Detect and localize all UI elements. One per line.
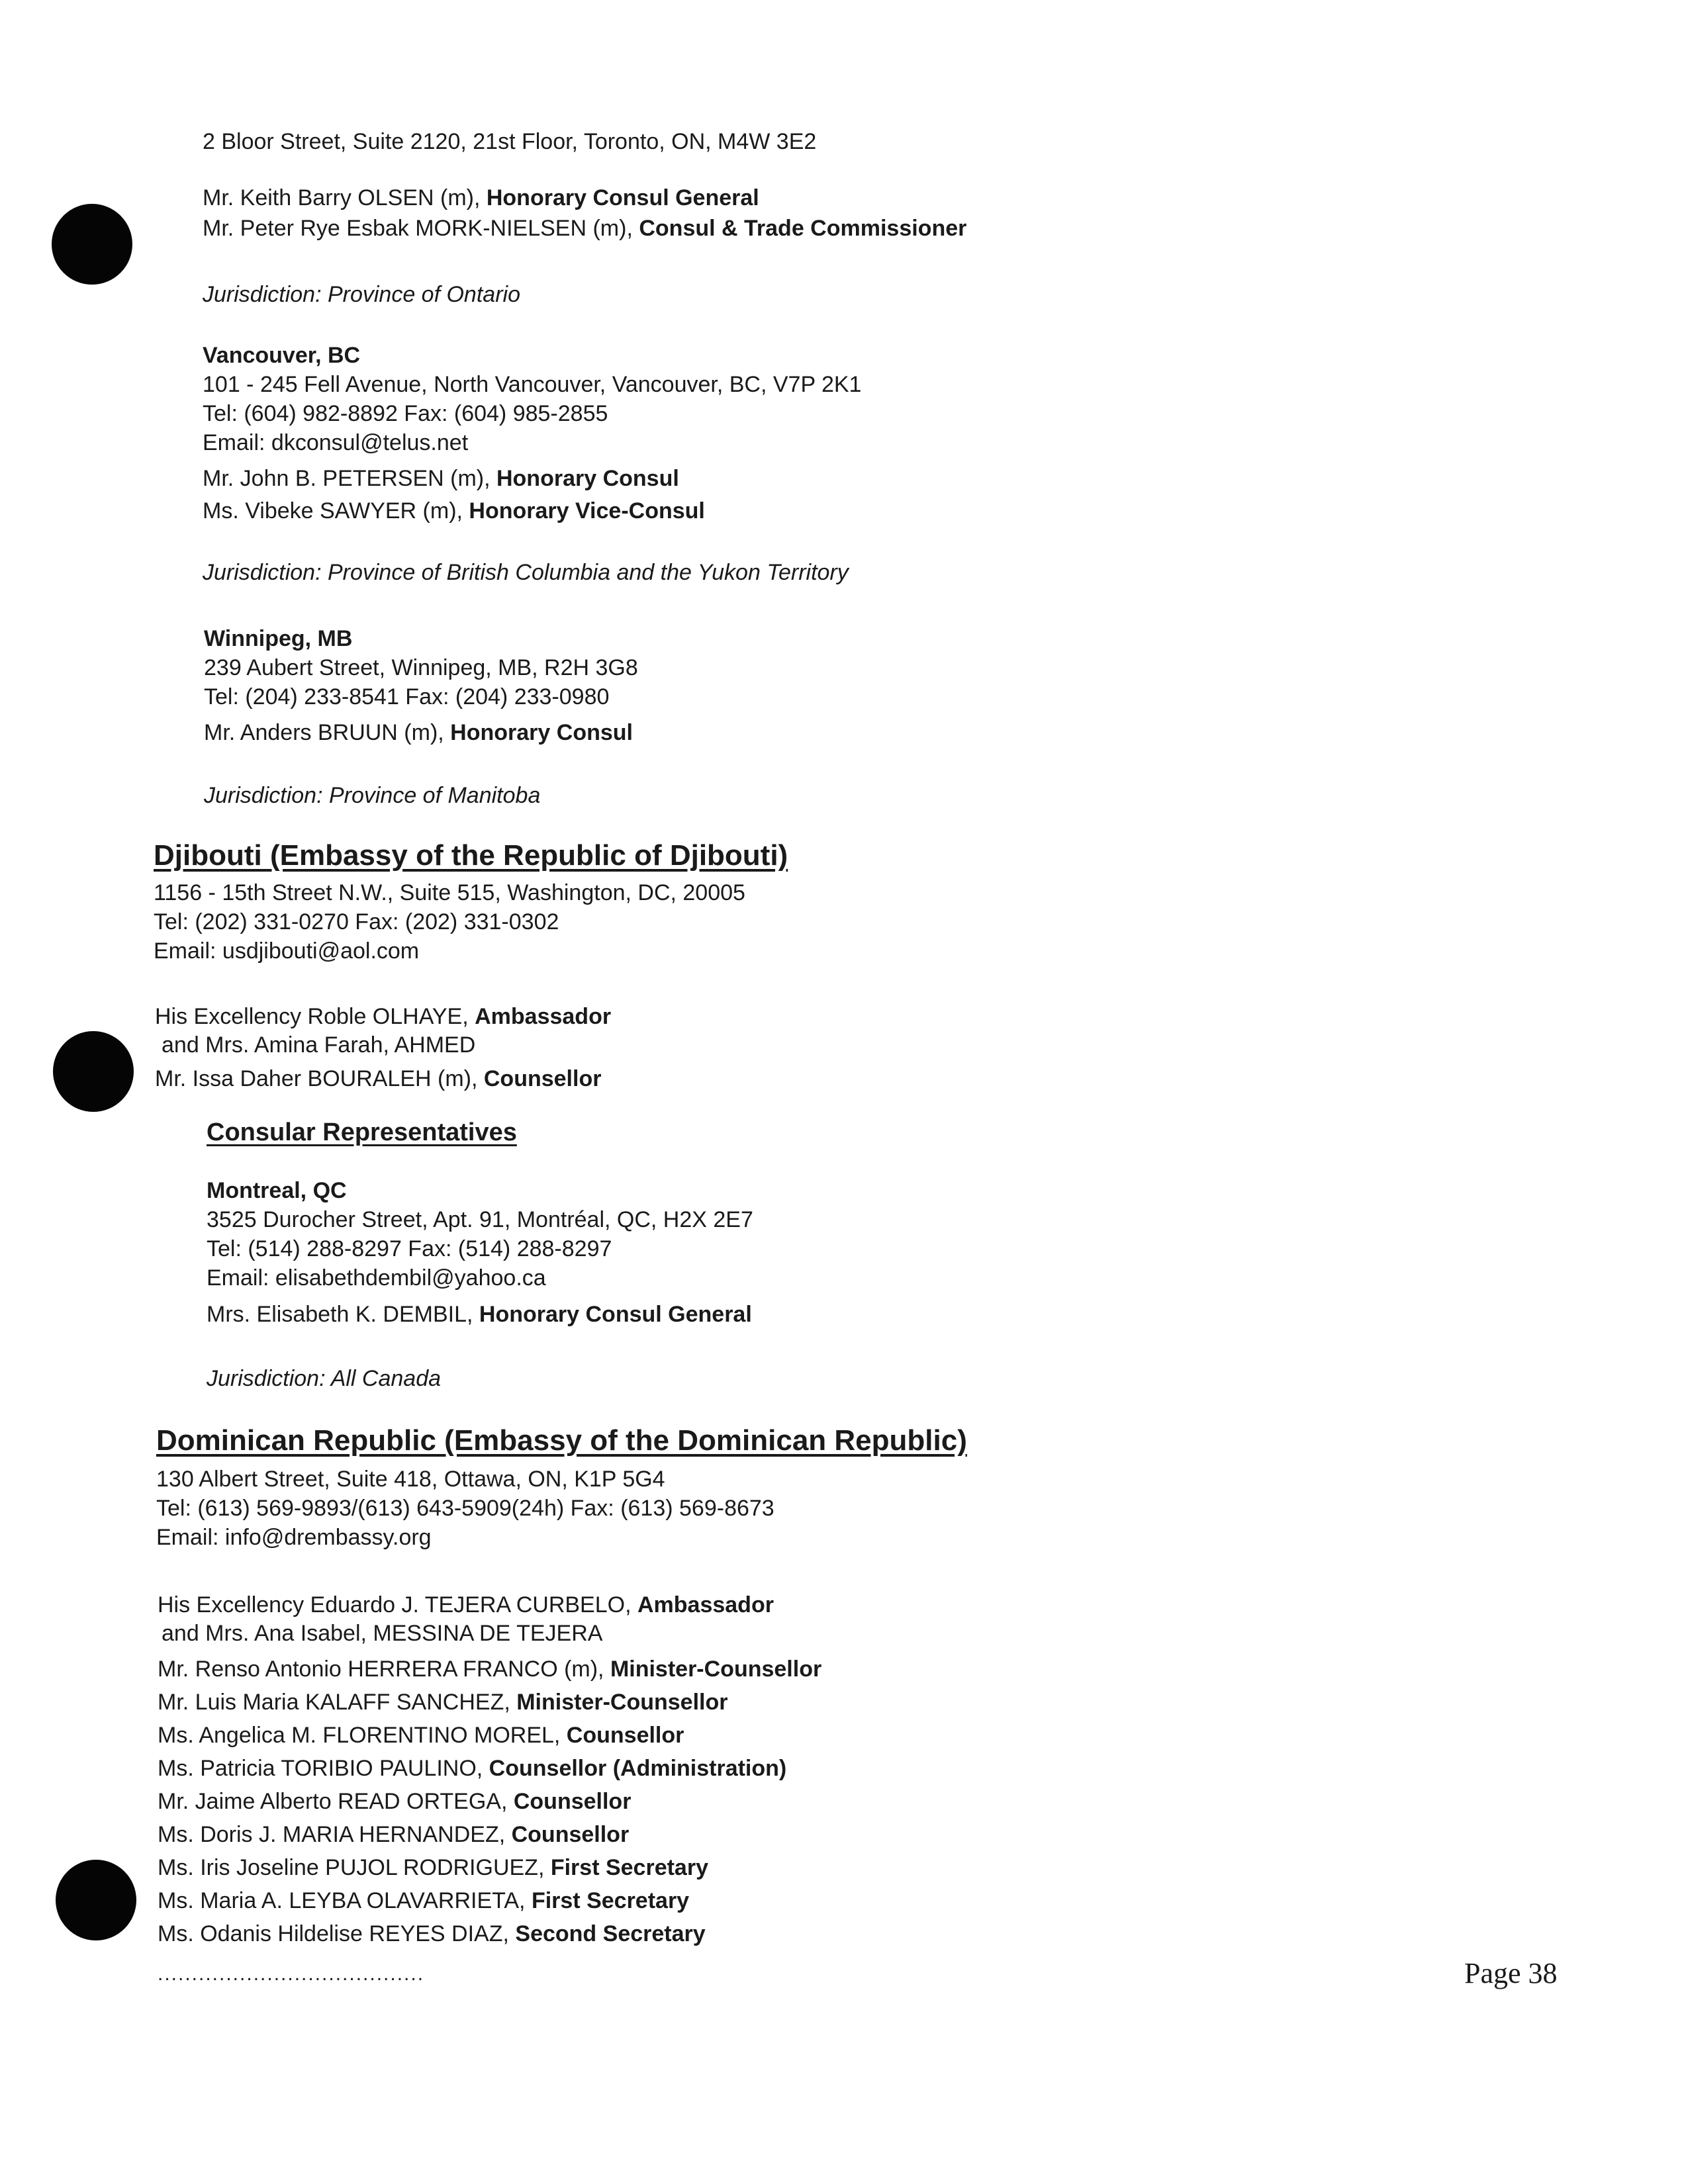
binder-hole-top (52, 204, 132, 285)
staff-name: Mr. John B. PETERSEN (m), (203, 466, 496, 491)
staff-title: Counsellor (566, 1723, 684, 1748)
winnipeg-jurisdiction: Jurisdiction: Province of Manitoba (204, 783, 541, 808)
vancouver-staff-2 (203, 496, 705, 525)
staff-title: Consul & Trade Commissioner (639, 216, 967, 241)
vancouver-staff-1 (203, 464, 679, 493)
staff-name: Mr. Anders BRUUN (m), (204, 720, 451, 745)
staff-title: Counsellor (513, 1789, 632, 1814)
dominican-address: 130 Albert Street, Suite 418, Ottawa, ON, K1P 5G4 (156, 1467, 665, 1492)
toronto-jurisdiction: Jurisdiction: Province of Ontario (203, 282, 520, 307)
staff-title: Ambassador (637, 1592, 774, 1617)
dominican-ambassador (158, 1590, 774, 1619)
montreal-jurisdiction: Jurisdiction: All Canada (207, 1366, 442, 1391)
vancouver-address: 101 - 245 Fell Avenue, North Vancouver, Vancouver, BC, V7P 2K1 (203, 372, 862, 397)
staff-name: Ms. Maria A. LEYBA OLAVARRIETA, (158, 1888, 532, 1913)
toronto-staff-1 (203, 183, 759, 212)
staff-name: Ms. Angelica M. FLORENTINO MOREL, (158, 1723, 567, 1748)
staff-name: Ms. Odanis Hildelise REYES DIAZ, (158, 1921, 516, 1946)
dominican-staff-5 (158, 1787, 631, 1816)
staff-title: Honorary Consul (496, 466, 679, 491)
vancouver-jurisdiction: Jurisdiction: Province of British Columbia and the Yukon Territory (203, 560, 849, 585)
montreal-address: 3525 Durocher Street, Apt. 91, Montréal, QC, H2X 2E7 (207, 1207, 753, 1232)
staff-name: Mrs. Elisabeth K. DEMBIL, (207, 1302, 479, 1327)
djibouti-tel: Tel: (202) 331-0270 Fax: (202) 331-0302 (154, 909, 559, 934)
staff-name: Ms. Patricia TORIBIO PAULINO, (158, 1756, 489, 1781)
staff-title: First Secretary (531, 1888, 690, 1913)
winnipeg-city: Winnipeg, MB (204, 626, 353, 651)
staff-name: Ms. Vibeke SAWYER (m), (203, 498, 469, 523)
staff-name: His Excellency Roble OLHAYE, (155, 1004, 475, 1029)
dominican-staff-3 (158, 1721, 684, 1750)
dominican-staff-2 (158, 1688, 727, 1717)
binder-hole-middle (53, 1031, 134, 1112)
djibouti-heading: Djibouti (Embassy of the Republic of Djibouti) (154, 839, 788, 872)
continuation-dots: ....................................... (158, 1963, 425, 1985)
djibouti-ambassador (155, 1002, 611, 1031)
dominican-staff-7 (158, 1853, 708, 1882)
dominican-staff-8 (158, 1886, 689, 1915)
winnipeg-address: 239 Aubert Street, Winnipeg, MB, R2H 3G8 (204, 655, 638, 680)
djibouti-address: 1156 - 15th Street N.W., Suite 515, Washington, DC, 20005 (154, 880, 745, 905)
staff-title: Counsellor (511, 1822, 630, 1847)
djibouti-spouse: and Mrs. Amina Farah, AHMED (162, 1032, 476, 1058)
montreal-city: Montreal, QC (207, 1178, 347, 1203)
staff-name: Mr. Issa Daher BOURALEH (m), (155, 1066, 484, 1091)
staff-title: Honorary Consul General (486, 185, 759, 210)
staff-title: Second Secretary (515, 1921, 706, 1946)
staff-name: Mr. Renso Antonio HERRERA FRANCO (m), (158, 1657, 610, 1682)
dominican-tel: Tel: (613) 569-9893/(613) 643-5909(24h) Fax: (613) 569-8673 (156, 1496, 774, 1521)
dominican-staff-9 (158, 1919, 706, 1948)
staff-title: Honorary Consul General (479, 1302, 752, 1327)
staff-name: Ms. Iris Joseline PUJOL RODRIGUEZ, (158, 1855, 551, 1880)
dominican-spouse: and Mrs. Ana Isabel, MESSINA DE TEJERA (162, 1621, 603, 1646)
montreal-email: Email: elisabethdembil@yahoo.ca (207, 1265, 546, 1291)
staff-name: Mr. Peter Rye Esbak MORK-NIELSEN (m), (203, 216, 639, 241)
winnipeg-tel: Tel: (204) 233-8541 Fax: (204) 233-0980 (204, 684, 610, 709)
vancouver-city: Vancouver, BC (203, 343, 361, 368)
djibouti-email: Email: usdjibouti@aol.com (154, 938, 420, 964)
vancouver-email: Email: dkconsul@telus.net (203, 430, 469, 455)
winnipeg-staff-1 (204, 718, 633, 747)
staff-title: Honorary Vice-Consul (469, 498, 705, 523)
toronto-address: 2 Bloor Street, Suite 2120, 21st Floor, Toronto, ON, M4W 3E2 (203, 129, 817, 154)
staff-title: Counsellor (483, 1066, 602, 1091)
dominican-email: Email: info@drembassy.org (156, 1525, 432, 1550)
staff-name: Ms. Doris J. MARIA HERNANDEZ, (158, 1822, 512, 1847)
page-number: Page 38 (1464, 1957, 1558, 1989)
dominican-heading: Dominican Republic (Embassy of the Dominican Republic) (156, 1424, 967, 1457)
staff-title: Ambassador (475, 1004, 612, 1029)
toronto-staff-2 (203, 214, 966, 243)
dominican-staff-4 (158, 1754, 786, 1783)
staff-title: First Secretary (550, 1855, 708, 1880)
staff-name: Mr. Keith Barry OLSEN (m), (203, 185, 487, 210)
dominican-staff-1 (158, 1655, 821, 1684)
staff-title: Counsellor (Administration) (489, 1756, 787, 1781)
staff-title: Minister-Counsellor (610, 1657, 822, 1682)
staff-title: Minister-Counsellor (516, 1690, 728, 1715)
consular-representatives-heading: Consular Representatives (207, 1118, 517, 1146)
binder-hole-bottom (56, 1860, 136, 1940)
vancouver-tel: Tel: (604) 982-8892 Fax: (604) 985-2855 (203, 401, 608, 426)
staff-name: Mr. Luis Maria KALAFF SANCHEZ, (158, 1690, 517, 1715)
staff-name: Mr. Jaime Alberto READ ORTEGA, (158, 1789, 514, 1814)
djibouti-staff-1 (155, 1064, 601, 1093)
montreal-tel: Tel: (514) 288-8297 Fax: (514) 288-8297 (207, 1236, 612, 1261)
staff-name: His Excellency Eduardo J. TEJERA CURBELO, (158, 1592, 637, 1617)
montreal-staff-1 (207, 1300, 752, 1329)
staff-title: Honorary Consul (450, 720, 633, 745)
dominican-staff-6 (158, 1820, 629, 1849)
